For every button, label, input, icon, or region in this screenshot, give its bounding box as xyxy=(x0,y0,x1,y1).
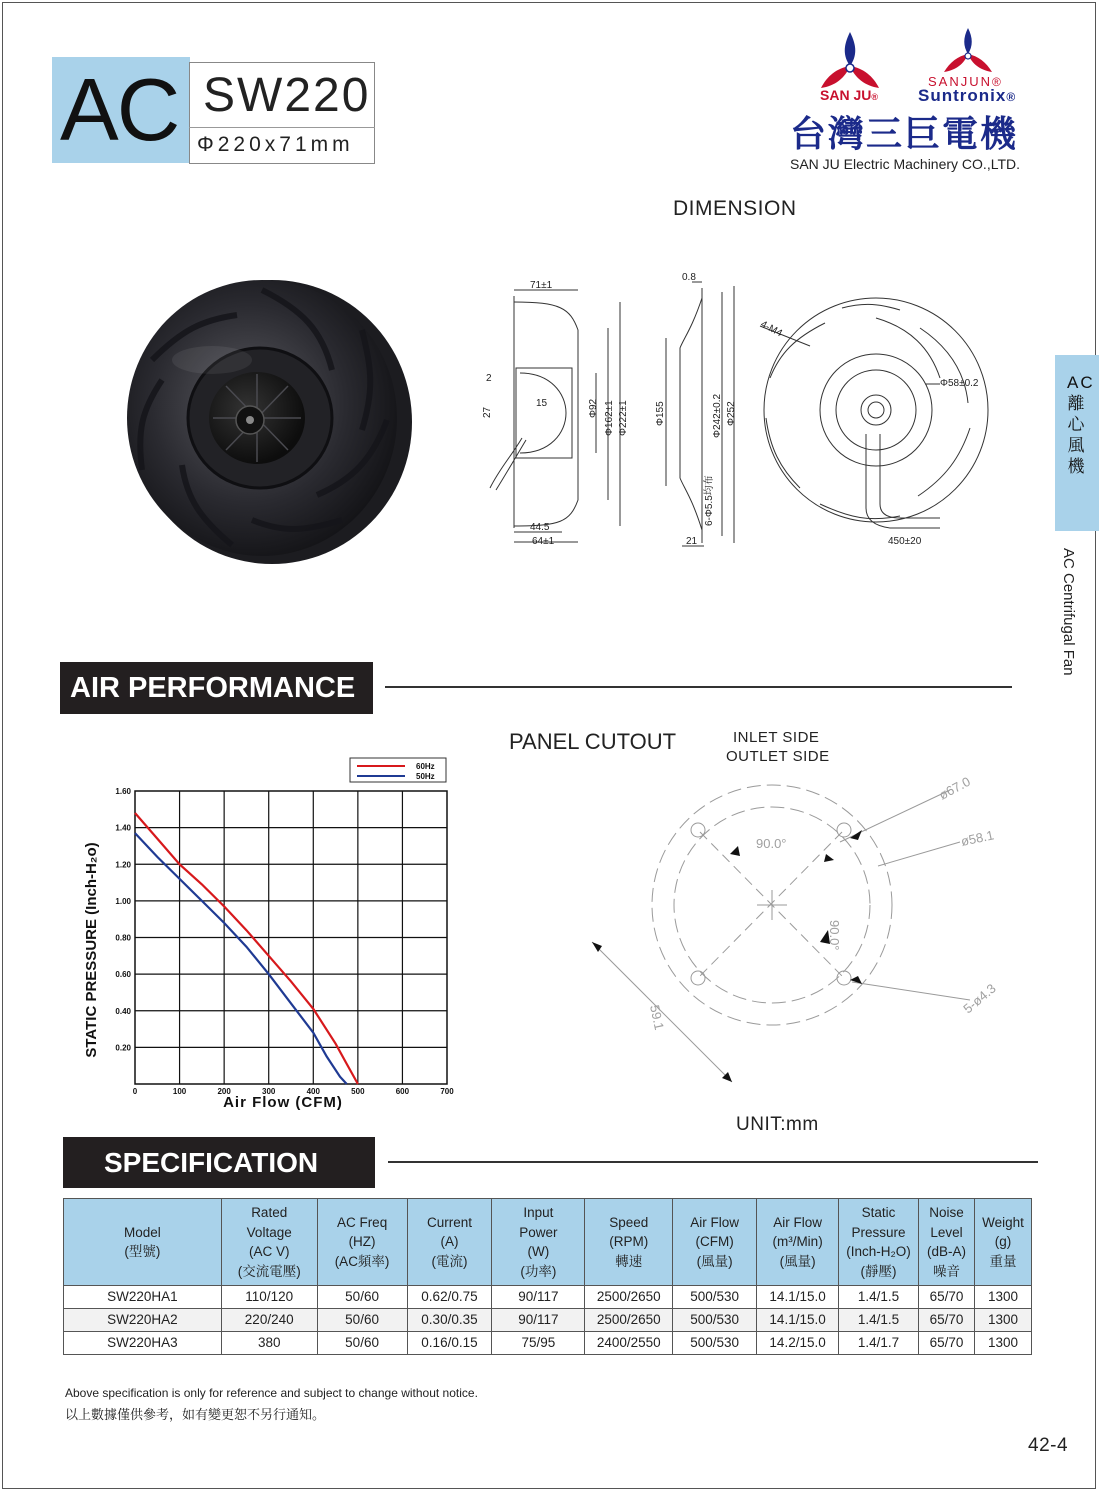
chart-y-tick-label: 0.80 xyxy=(115,933,131,943)
spec-header-line: Air Flow xyxy=(690,1214,740,1230)
spec-header-cell xyxy=(221,1199,317,1286)
chart-x-tick-label: 300 xyxy=(262,1087,276,1096)
spec-cell: 2400/2550 xyxy=(585,1332,673,1355)
panel-cutout-drawing xyxy=(580,770,1020,1090)
spec-header-line: (CFM) xyxy=(695,1234,734,1250)
brand-suntronix: Suntronix® xyxy=(918,86,1017,105)
specification-heading: SPECIFICATION xyxy=(63,1137,375,1188)
cutout-angle-right: 90.0° xyxy=(827,920,842,951)
cutout-span: 59.1 xyxy=(647,1003,668,1032)
spec-cell: 14.2/15.0 xyxy=(757,1332,839,1355)
svg-text:4-M4: 4-M4 xyxy=(758,318,784,340)
spec-cell: 50/60 xyxy=(317,1332,407,1355)
inlet-side-label: INLET SIDE xyxy=(733,729,820,746)
suntronix-logo-icon xyxy=(928,26,1008,78)
spec-row xyxy=(64,1286,1032,1309)
spec-header-cell xyxy=(757,1199,839,1286)
cutout-dim-outer: ø67.0 xyxy=(936,773,973,803)
spec-header-line: (W) xyxy=(527,1244,550,1259)
chart-x-axis-label: Air Flow (CFM) xyxy=(223,1094,343,1110)
spec-header-cell xyxy=(317,1199,407,1286)
cutout-angle-top: 90.0° xyxy=(756,836,787,851)
side-tab-label-cn: AC離心風機 xyxy=(1067,373,1095,476)
chart-x-tick-label: 700 xyxy=(440,1087,454,1096)
spec-cell: 65/70 xyxy=(918,1309,974,1332)
spec-cell: 500/530 xyxy=(673,1309,757,1332)
spec-header-line: (AC頻率) xyxy=(334,1253,390,1269)
specification-rule xyxy=(388,1161,1038,1163)
spec-cell: 220/240 xyxy=(221,1309,317,1332)
spec-header-line: (A) xyxy=(440,1234,459,1250)
spec-cell: 65/70 xyxy=(918,1286,974,1309)
chart-x-tick-label: 400 xyxy=(306,1087,320,1096)
svg-text:6-Φ5.5均布: 6-Φ5.5均布 xyxy=(704,475,715,526)
spec-cell: 1300 xyxy=(974,1309,1031,1332)
spec-header-line: 噪音 xyxy=(932,1263,960,1279)
spec-header-line: Level xyxy=(930,1224,963,1240)
spec-cell: 14.1/15.0 xyxy=(757,1309,839,1332)
spec-header-cell xyxy=(974,1199,1031,1286)
spec-header-line: Pressure xyxy=(851,1224,906,1240)
spec-cell: 500/530 xyxy=(673,1286,757,1309)
spec-cell: SW220HA3 xyxy=(64,1332,222,1355)
spec-cell: 0.16/0.15 xyxy=(407,1332,492,1355)
spec-header-line: AC Freq xyxy=(336,1214,388,1230)
svg-text:Φ58±0.2: Φ58±0.2 xyxy=(940,378,979,389)
spec-header-cell xyxy=(407,1199,492,1286)
spec-cell: 65/70 xyxy=(918,1332,974,1355)
chart-x-tick-label: 100 xyxy=(172,1087,187,1096)
spec-header-line: Speed xyxy=(609,1214,649,1230)
svg-text:450±20: 450±20 xyxy=(888,536,922,547)
spec-header-cell xyxy=(64,1199,222,1286)
spec-header-line: (HZ) xyxy=(348,1234,376,1250)
chart-x-tick-label: 600 xyxy=(395,1087,410,1096)
spec-header-line: Static xyxy=(861,1205,896,1220)
chart-y-tick-label: 1.40 xyxy=(115,823,131,833)
svg-text:Φ222±1: Φ222±1 xyxy=(618,400,629,436)
outlet-side-label: OUTLET SIDE xyxy=(726,748,830,765)
chart-y-tick-label: 0.40 xyxy=(115,1006,131,1016)
spec-header-line: Model xyxy=(123,1224,161,1240)
spec-header-line: Input xyxy=(523,1205,554,1220)
spec-cell: 110/120 xyxy=(221,1286,317,1309)
svg-text:21: 21 xyxy=(686,536,698,547)
cutout-holes: 5-ø4.3 xyxy=(960,980,999,1017)
chart-y-tick-label: 1.60 xyxy=(115,787,131,796)
dimension-drawing xyxy=(470,268,1000,558)
svg-text:Φ155: Φ155 xyxy=(655,401,666,426)
spec-header-line: (交流電壓) xyxy=(237,1263,301,1279)
spec-cell: 2500/2650 xyxy=(585,1309,673,1332)
spec-cell: 380 xyxy=(221,1332,317,1355)
specification-table xyxy=(63,1198,1032,1355)
spec-header-line: (電流) xyxy=(431,1253,468,1269)
svg-text:Φ242±0.2: Φ242±0.2 xyxy=(712,393,723,438)
spec-header-line: Weight xyxy=(982,1214,1024,1230)
spec-cell: SW220HA1 xyxy=(64,1286,222,1309)
dimension-title: DIMENSION xyxy=(673,197,797,220)
company-name-en: SAN JU Electric Machinery CO.,LTD. xyxy=(790,156,1021,172)
spec-cell: 500/530 xyxy=(673,1332,757,1355)
page-number: 42-4 xyxy=(1028,1435,1069,1456)
spec-header-line: Power xyxy=(519,1224,558,1240)
unit-label: UNIT:mm xyxy=(736,1114,819,1135)
model-divider xyxy=(189,127,375,128)
type-label: AC xyxy=(60,60,179,159)
chart-legend-label: 50Hz xyxy=(416,772,435,781)
spec-cell: 1300 xyxy=(974,1332,1031,1355)
spec-header-line: 重量 xyxy=(989,1253,1017,1269)
spec-header-line: Voltage xyxy=(246,1224,292,1240)
footer-note-en: Above specification is only for reference and subject to change without notice. xyxy=(65,1386,478,1400)
spec-row xyxy=(64,1309,1032,1332)
spec-cell: 14.1/15.0 xyxy=(757,1286,839,1309)
spec-header-line: Noise xyxy=(929,1205,964,1220)
spec-cell: 50/60 xyxy=(317,1309,407,1332)
spec-cell: 90/117 xyxy=(492,1309,585,1332)
chart-y-tick-label: 0.20 xyxy=(115,1043,131,1053)
spec-header-cell xyxy=(918,1199,974,1286)
spec-header-line: Rated xyxy=(251,1205,288,1220)
chart-y-axis-label: STATIC PRESSURE (Inch-H₂o) xyxy=(83,842,100,1058)
chart-y-tick-label: 1.00 xyxy=(115,896,131,906)
air-performance-rule xyxy=(385,686,1012,688)
chart-x-tick-label: 500 xyxy=(351,1087,365,1096)
svg-text:Φ92: Φ92 xyxy=(588,398,599,418)
brand-sanjun: SANJUN® xyxy=(928,74,1003,89)
spec-cell: 2500/2650 xyxy=(585,1286,673,1309)
model-dimension: Φ220x71mm xyxy=(197,133,354,156)
company-name-cn: 台灣三巨電機 xyxy=(790,113,1019,154)
spec-header-line: (RPM) xyxy=(609,1234,649,1250)
spec-header-line: Air Flow xyxy=(773,1214,822,1230)
spec-cell: 0.62/0.75 xyxy=(407,1286,492,1309)
spec-cell: 75/95 xyxy=(492,1332,585,1355)
spec-header-line: (功率) xyxy=(520,1263,557,1279)
panel-cutout-title: PANEL CUTOUT xyxy=(509,729,677,754)
chart-y-tick-label: 0.60 xyxy=(115,970,131,980)
spec-header-line: (風量) xyxy=(779,1253,816,1269)
spec-cell: 1300 xyxy=(974,1286,1031,1309)
spec-cell: 1.4/1.5 xyxy=(839,1286,919,1309)
spec-cell: 0.30/0.35 xyxy=(407,1309,492,1332)
spec-header-line: (型號) xyxy=(124,1244,161,1259)
svg-text:64±1: 64±1 xyxy=(532,536,555,547)
spec-header-cell xyxy=(585,1199,673,1286)
chart-legend-label: 60Hz xyxy=(416,762,435,771)
model-name: SW220 xyxy=(203,69,371,122)
chart-series-line-50hz xyxy=(135,833,347,1084)
side-tab-label-en: AC Centrifugal Fan xyxy=(1060,548,1077,676)
svg-text:Φ252: Φ252 xyxy=(726,401,737,426)
fan-photo xyxy=(112,270,422,570)
spec-header-line: Current xyxy=(426,1214,472,1230)
svg-text:0.8: 0.8 xyxy=(682,272,696,283)
spec-header-line: (AC V) xyxy=(248,1244,290,1259)
spec-header-line: (Inch-H₂O) xyxy=(846,1244,911,1259)
spec-body xyxy=(64,1286,1032,1355)
svg-text:2: 2 xyxy=(486,373,492,384)
spec-header-line: (dB-A) xyxy=(926,1244,966,1259)
spec-header-line: 轉速 xyxy=(615,1253,643,1269)
spec-header-cell xyxy=(673,1199,757,1286)
spec-header-line: (g) xyxy=(994,1234,1012,1250)
air-performance-chart xyxy=(75,750,475,1110)
spec-cell: 90/117 xyxy=(492,1286,585,1309)
spec-header-line: (靜壓) xyxy=(860,1263,897,1279)
spec-row xyxy=(64,1332,1032,1355)
spec-cell: 1.4/1.5 xyxy=(839,1309,919,1332)
spec-header-row xyxy=(64,1199,1032,1286)
spec-cell: SW220HA2 xyxy=(64,1309,222,1332)
spec-header-cell xyxy=(839,1199,919,1286)
spec-header-line: (風量) xyxy=(696,1253,733,1269)
spec-header-cell xyxy=(492,1199,585,1286)
footer-note-cn: 以上數據僅供參考，如有變更恕不另行通知。 xyxy=(65,1407,326,1422)
spec-cell: 50/60 xyxy=(317,1286,407,1309)
chart-x-tick-label: 200 xyxy=(217,1087,231,1096)
spec-cell: 1.4/1.7 xyxy=(839,1332,919,1355)
svg-text:15: 15 xyxy=(536,398,548,409)
spec-header-line: (m³/Min) xyxy=(772,1234,823,1250)
svg-text:Φ162±1: Φ162±1 xyxy=(604,400,615,436)
air-performance-heading: AIR PERFORMANCE xyxy=(60,662,373,714)
svg-text:44.5: 44.5 xyxy=(530,522,550,533)
chart-x-tick-label: 0 xyxy=(132,1087,138,1096)
svg-text:27: 27 xyxy=(482,406,493,418)
brand-sanju: SAN JU® xyxy=(820,87,878,103)
chart-y-tick-label: 1.20 xyxy=(115,860,131,870)
cutout-dim-inner: ø58.1 xyxy=(959,827,996,849)
svg-text:71±1: 71±1 xyxy=(530,280,553,291)
